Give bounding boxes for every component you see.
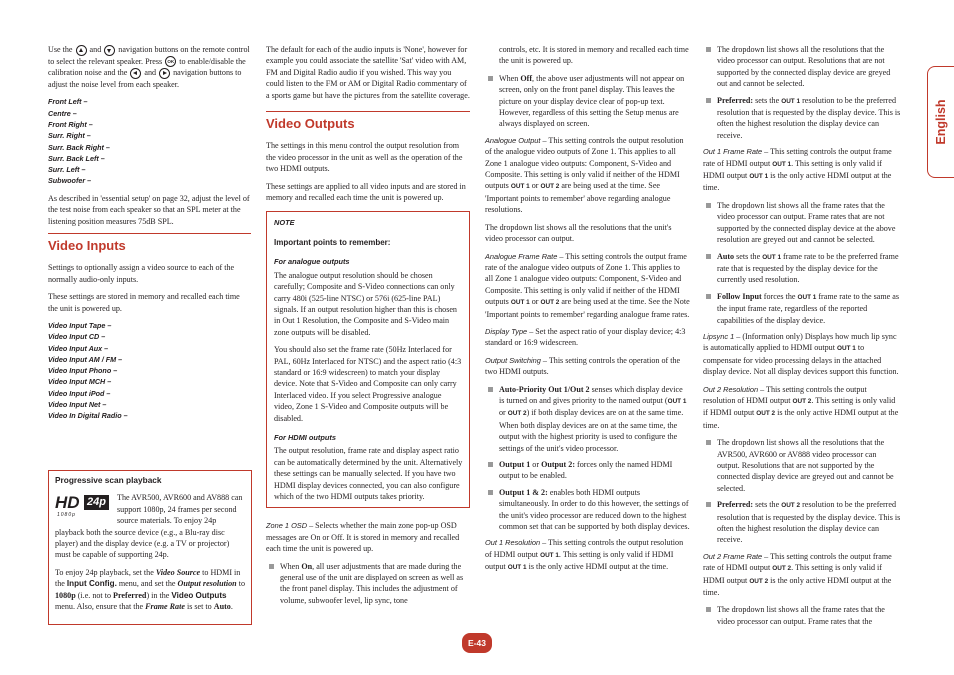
video-input-item: Video Input Aux – [48,343,109,353]
out2-resolution-paragraph: Out 2 Resolution – This setting controls the output resolution of HDMI output OUT 2. This setting is only valid if HDMI output OUT 2 is the only active HDMI output at the time. [703,384,899,430]
right-arrow-button-icon [159,68,170,79]
video-outputs-heading: Video Outputs [266,111,470,132]
video-input-item: Video Input iPod – [48,388,111,398]
out2-res-dropdown-bullet: The dropdown list shows all the resolutions that the AVR500, AVR600 or AV888 video processor can output. Resolutions that are not supported by the connected display device are greyed out and cannot be selected. [703,437,901,494]
video-input-item: Video In Digital Radio – [48,411,128,421]
video-input-item: Video Input MCH – [48,377,112,387]
video-input-item: Video Input CD – [48,332,106,342]
progressive-scan-p2: To enjoy 24p playback, set the Video Source to HDMI in the Input Config. menu, and set the Output resolution to 1080p (i.e. not to Preferred) in the Video Outputs menu. Also, ensure that the Frame Rate is set to Auto. [55,567,245,612]
up-arrow-button-icon [76,45,87,56]
speaker-item: Surr. Back Left – [48,153,105,163]
analogue-frame-rate-paragraph: Analogue Frame Rate – This setting controls the output frame rate of the analogue video outputs of Zone 1. This applies to all Zone 1 analogue video outputs: Component, S-Video and Composite. This setting is only valid if neither of the HDMI outputs OUT 1 or OUT 2 are being used at the time. See the Note 'Important points to remember' regarding analogue frame rates. [485,251,690,319]
zone1-continued: controls, etc. It is stored in memory and recalled each time the unit is powered up. [499,45,689,66]
out1-resolution-paragraph: Out 1 Resolution – This setting controls the output resolution of HDMI output OUT 1. This setting is only valid if HDMI output OUT 1 is the only active HDMI output at the time. [485,538,684,572]
note-hdmi-p: The output resolution, frame rate and display aspect ratio can be automatically determined by the unit. Alternatively these settings can be manually selected. If you have two HDMI display devices connected, you can also configure which of the two HDMI outputs takes priority. [274,446,463,501]
out2-fr-dropdown-bullet: The dropdown list shows all the frame rates that the video processor can output. Frame rates that the [703,604,901,627]
column-1 [48,44,251,422]
zone1-osd-on-bullet: When On, all user adjustments that are made during the general use of the unit are displayed on screen as well as the front panel display. This includes the adjustment of volume, subwoofer level, lip sync, tone [266,561,470,607]
speaker-item: Surr. Left – [48,165,86,175]
output-switching-single-bullet: Output 1 or Output 2: forces only the named HDMI output to be enabled. [485,459,690,482]
speaker-item: Surr. Right – [48,131,91,141]
note-box [266,211,470,508]
note-heading: Important points to remember: [274,237,391,247]
output-switching-paragraph: Output Switching – This setting controls the operation of the two HDMI outputs. [485,355,681,377]
output-switching-both-bullet: Output 1 & 2: enables both HDMI outputs simultaneously. In order to do this however, the settings of the unit's video processor are reduced down to the highest common set that can be supported by both display devices. [485,487,690,533]
note-tag: NOTE [274,218,295,228]
speaker-item: Surr. Back Right – [48,142,110,152]
column-3 [485,44,690,580]
note-analog-subheading: For analogue outputs [274,257,350,267]
language-tab [927,66,954,178]
out1-frame-rate-paragraph: Out 1 Frame Rate – This setting controls the output frame rate of HDMI output OUT 1. This setting is only valid if HDMI output OUT 1 is the only active HDMI output at the time. [703,147,892,193]
down-arrow-button-icon [104,45,115,56]
note-analog-p2: You should also set the frame rate (50Hz Interlaced for PAL, 60Hz Interlaced for NTSC) and the aspect ratio (4:3 standard or 16:9 widescreen) to match your display device. Note that S-Video and Composite can only carry Interlaced video. If you select Progressive analogue video, Zone 1 S-Video and Composite outputs will be disabled. [274,345,462,423]
column-2 [266,44,470,611]
ok-button-icon: OK [165,56,176,67]
out1-fr-dropdown-bullet: The dropdown list shows all the frame rates that the video processor can output. Frame rates that are not supported by the connected display device at the above resolution are greyed out and cannot be selected. [703,200,901,246]
speaker-item: Subwoofer – [48,176,92,186]
zone1-osd-off-bullet: When Off, the above user adjustments will not appear on screen, only on the front panel display. This leaves the picture on your display device clear of pop-up text. However, regardless of this setting the Setup menus are always displayed on screen. [485,73,690,130]
progressive-scan-title: Progressive scan playback [55,475,162,485]
video-input-list [48,320,251,422]
speaker-item: Centre – [48,108,77,118]
out1-res-dropdown-bullet: The dropdown list shows all the resolutions that the video processor can output. Resolutions that are not supported by the connected display device are greyed out and cannot be selected. [703,44,901,90]
speaker-list [48,96,251,186]
progressive-scan-p1: The AVR500, AVR600 and AV888 can support 1080p, 24 frames per second source materials. To enjoy 24p playback both the source device (e.g., a Blu-ray disc player) and the display device (e.g. a TV or projector) must be capable of supporting 24p. [55,493,243,560]
video-inputs-p2: These settings are stored in memory and recalled each time the unit is powered up. [48,292,240,313]
out1-res-preferred-bullet: Preferred: sets the OUT 1 resolution to be the preferred resolution that is requested by the display device. This is often the highest resolution the display device can receive. [703,95,901,142]
left-arrow-button-icon [130,68,141,79]
setup-paragraph: As described in 'essential setup' on page 32, adjust the level of the test noise from each speaker so that an SPL meter at the listening position measures 75dB SPL. [48,193,250,226]
calibration-intro: Use the and navigation buttons on the remote control to select the relevant speaker. Press OK to enable/disable the calibration noise and the and navigation buttons to adjust the noise level from each speaker. [48,45,250,89]
video-inputs-heading: Video Inputs [48,233,251,254]
video-outputs-p2: These settings are applied to all video inputs and are stored in memory and recalled each time the unit is powered up. [266,181,466,203]
hd-1080p-24p-logo-icon: HD 1080p 24p [55,494,111,516]
note-analog-p1: The analogue output resolution should be chosen carefully; Composite and S-Video connections can only carry 480i (525-line NTSC) or 576i (625-line PAL) signals. If an output resolution higher than this is chosen in Out 1 Resolution, the Composite and S-Video main zone outputs will be disabled. [274,270,457,337]
video-input-item: Video Input Net – [48,400,107,410]
lipsync1-paragraph: Lipsync 1 – (Information only) Displays how much lip sync is automatically applied to HDMI output OUT 1 to compensate for video processing delays in the attached display device. Not all display devices support this function. [703,331,899,377]
progressive-scan-box [48,470,252,625]
output-switching-auto-bullet: Auto-Priority Out 1/Out 2 senses which display device is turned on and gives priority to the named output (OUT 1 or OUT 2) if both display devices are on at the same time. When both display devices are on at the same time, the output with the highest priority is used to configure the settings of the unit's video processor. [485,384,690,454]
speaker-item: Front Left – [48,97,88,107]
out2-res-preferred-bullet: Preferred: sets the OUT 2 resolution to be the preferred resolution that is requested by the display device. This is often the highest resolution the display device can receive. [703,499,901,546]
video-input-item: Video Input Phono – [48,366,118,376]
out1-fr-follow-bullet: Follow Input forces the OUT 1 frame rate to the same as the input frame rate, regardless of the reported capabilities of the display device. [703,291,901,326]
page-number: E-43 [462,633,492,653]
language-tab-label: English [934,99,948,145]
out2-frame-rate-paragraph: Out 2 Frame Rate – This setting controls the output frame rate of HDMI output OUT 2. This setting is only valid if HDMI output OUT 2 is the only active HDMI output at the time. [703,551,892,598]
video-inputs-p1: Settings to optionally assign a video source to each of the normally audio-only inputs. [48,263,235,284]
out1-fr-auto-bullet: Auto sets the OUT 1 frame rate to be the preferred frame rate that is requested by the display device for the currently used resolution. [703,251,901,286]
video-input-item: Video Input Tape – [48,320,112,330]
display-type-paragraph: Display Type – Set the aspect ratio of your display device; 4:3 standard or 16:9 widescreen. [485,326,686,348]
column-4 [703,44,901,632]
zone1-osd-paragraph: Zone 1 OSD – Selects whether the main zone pop-up OSD messages are On or Off. It is stored in memory and recalled each time the unit is powered up. [266,521,460,554]
analogue-output-paragraph: Analogue Output – This setting controls the output resolution of the analogue video outputs of Zone 1. This applies to all Zone 1 analogue video outputs: Component, S-Video and Composite. This setting is only valid if neither of the HDMI outputs OUT 1 or OUT 2 are being used at the time. See 'Important points to remember' above regarding analogue resolutions. [485,135,684,215]
note-hdmi-subheading: For HDMI outputs [274,432,336,442]
speaker-item: Front Right – [48,119,93,129]
default-audio-paragraph: The default for each of the audio inputs is 'None', however for example you could associate the satellite 'Sat' video with AM, FM and Digital Radio audio if you wished. This way you could listen to the FM or AM or Digital Radio commentary of a sports game but have the pictures from the satellite coverage. [266,45,470,100]
analogue-output-dropdown: The dropdown list shows all the resolutions that the unit's video processor can output. [485,222,672,244]
video-input-item: Video Input AM / FM – [48,354,123,364]
video-outputs-p1: The settings in this menu control the output resolution from the video processor in the unit as well as the operation of the two HDMI outputs. [266,141,463,174]
